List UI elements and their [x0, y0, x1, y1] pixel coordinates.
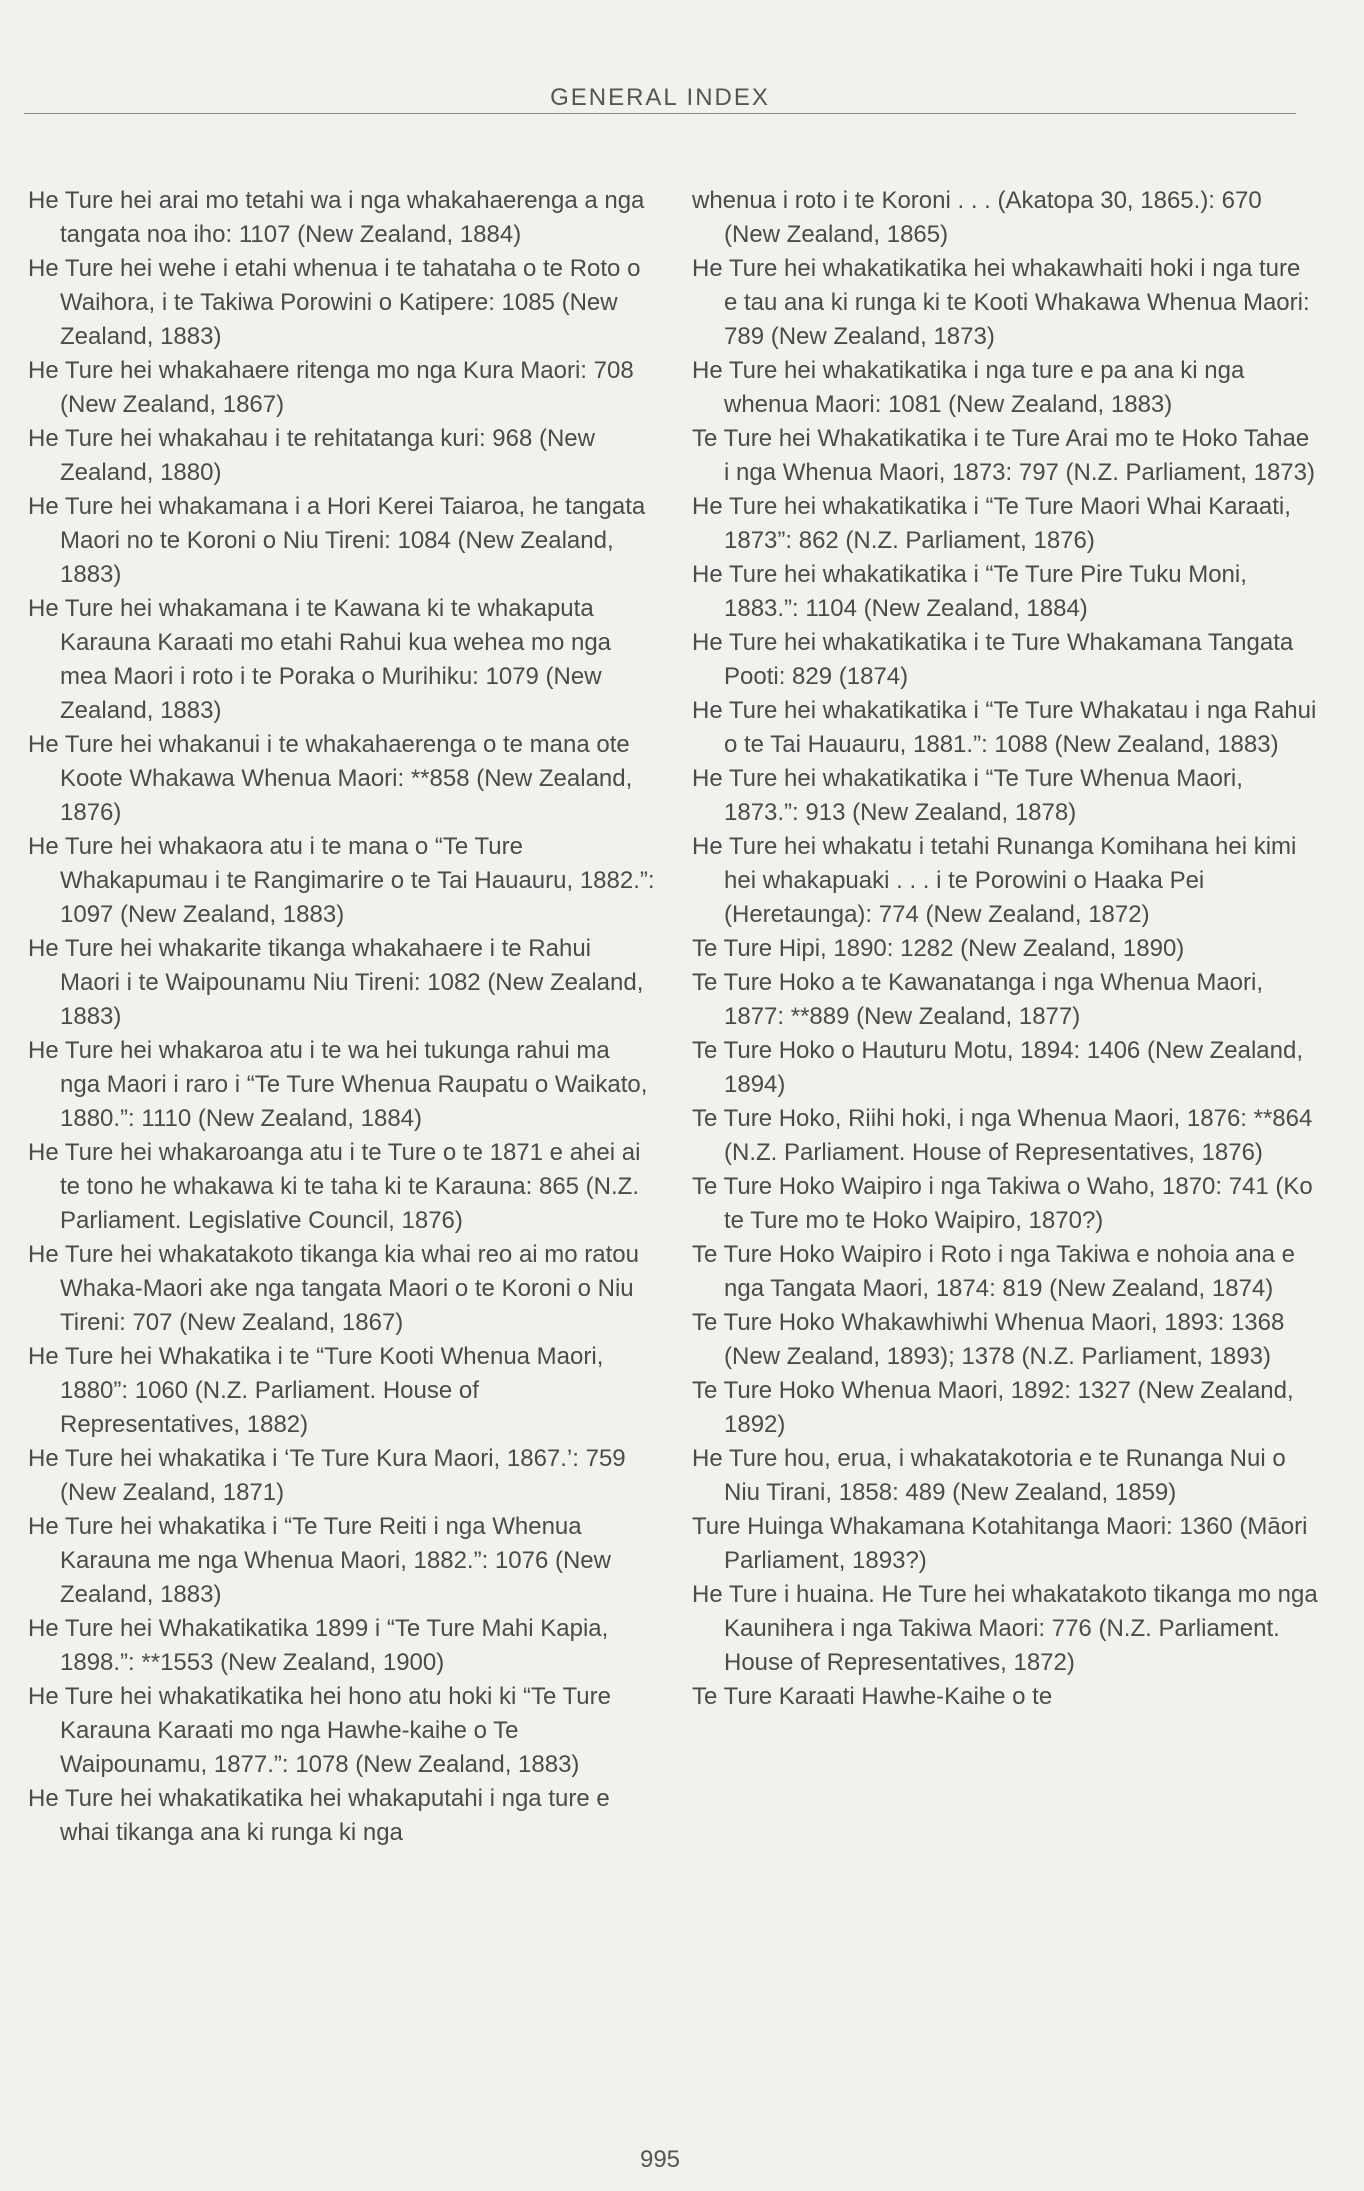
index-entry: He Ture hei whakarite tikanga whakahaere i te Rahui Maori i te Waipounamu Niu Tireni: 1082 (New Zealand, 1883)	[28, 935, 644, 1030]
index-entry: He Ture hei arai mo tetahi wa i nga whakahaerenga a nga tangata noa iho: 1107 (New Zealand, 1884)	[28, 187, 645, 248]
running-header: GENERAL INDEX	[550, 84, 770, 111]
index-entry: Te Ture Hoko a te Kawanatanga i nga Whenua Maori, 1877: **889 (New Zealand, 1877)	[692, 969, 1264, 1030]
index-entry: He Ture hei whakatika i ‘Te Ture Kura Maori, 1867.’: 759 (New Zealand, 1871)	[28, 1445, 626, 1506]
index-entry: whenua i roto i te Koroni . . . (Akatopa 30, 1865.): 670 (New Zealand, 1865)	[692, 187, 1262, 248]
index-entry: Ture Huinga Whakamana Kotahitanga Maori: 1360 (Māori Parliament, 1893?)	[692, 1513, 1308, 1574]
index-entry: He Ture i huaina. He Ture hei whakatakoto tikanga mo nga Kaunihera i nga Takiwa Maori: 776 (N.Z. Parliament. House of Representatives, 1872)	[692, 1581, 1318, 1676]
index-entry: Te Ture Karaati Hawhe-Kaihe o te	[692, 1683, 1053, 1710]
index-column-right	[692, 184, 1320, 1714]
index-entry: He Ture hei whakamana i te Kawana ki te whakaputa Karauna Karaati mo etahi Rahui kua wehea mo nga mea Maori i roto i te Poraka o Murihiku: 1079 (New Zealand, 1883)	[28, 595, 612, 724]
index-entry: He Ture hei Whakatikatika 1899 i “Te Ture Mahi Kapia, 1898.”: **1553 (New Zealand, 1900)	[28, 1615, 609, 1676]
index-entry: Te Ture Hoko Whakawhiwhi Whenua Maori, 1893: 1368 (New Zealand, 1893); 1378 (N.Z. Parliament, 1893)	[692, 1309, 1285, 1370]
index-entry: He Ture hei wehe i etahi whenua i te tahataha o te Roto o Waihora, i te Takiwa Porowini o Katipere: 1085 (New Zealand, 1883)	[28, 255, 641, 350]
index-entry: He Ture hei whakatikatika i “Te Ture Whakatau i nga Rahui o te Tai Hauauru, 1881.”: 1088 (New Zealand, 1883)	[692, 697, 1317, 758]
index-entry: He Ture hei whakatikatika i “Te Ture Whenua Maori, 1873.”: 913 (New Zealand, 1878)	[692, 765, 1243, 826]
index-entry: Te Ture Hoko Waipiro i Roto i nga Takiwa e nohoia ana e nga Tangata Maori, 1874: 819 (New Zealand, 1874)	[692, 1241, 1296, 1302]
index-entry: Te Ture Hoko, Riihi hoki, i nga Whenua Maori, 1876: **864 (N.Z. Parliament. House of Representatives, 1876)	[692, 1105, 1313, 1166]
index-entry: He Ture hei whakaroanga atu i te Ture o te 1871 e ahei ai te tono he whakawa ki te taha ki te Karauna: 865 (N.Z. Parliament. Legislative Council, 1876)	[28, 1139, 641, 1234]
index-entry: Te Ture Hoko o Hauturu Motu, 1894: 1406 (New Zealand, 1894)	[692, 1037, 1304, 1098]
index-entry: Te Ture hei Whakatikatika i te Ture Arai mo te Hoko Tahae i nga Whenua Maori, 1873: 797 (N.Z. Parliament, 1873)	[692, 425, 1315, 486]
index-entry: He Ture hei whakatu i tetahi Runanga Komihana hei kimi hei whakapuaki . . . i te Porowini o Haaka Pei (Heretaunga): 774 (New Zealand, 1872)	[692, 833, 1297, 928]
index-entry: He Ture hei whakahaere ritenga mo nga Kura Maori: 708 (New Zealand, 1867)	[28, 357, 634, 418]
index-entry: He Ture hei whakatikatika hei whakawhaiti hoki i nga ture e tau ana ki runga ki te Kooti Whakawa Whenua Maori: 789 (New Zealand, 1873)	[692, 255, 1310, 350]
index-entry: He Ture hei whakatikatika i “Te Ture Pire Tuku Moni, 1883.”: 1104 (New Zealand, 1884)	[692, 561, 1247, 622]
index-entry: He Ture hei whakatikatika i te Ture Whakamana Tangata Pooti: 829 (1874)	[692, 629, 1294, 690]
index-entry: He Ture hei whakamana i a Hori Kerei Taiaroa, he tangata Maori no te Koroni o Niu Tireni: 1084 (New Zealand, 1883)	[28, 493, 646, 588]
page-number: 995	[639, 2146, 681, 2173]
index-entry: Te Ture Hipi, 1890: 1282 (New Zealand, 1890)	[692, 935, 1185, 962]
index-entry: He Ture hei whakaroa atu i te wa hei tukunga rahui ma nga Maori i raro i “Te Ture Whenua Raupatu o Waikato, 1880.”: 1110 (New Zealand, 1884)	[28, 1037, 648, 1132]
header-rule	[24, 113, 1296, 114]
index-entry: He Ture hei whakatikatika hei whakaputahi i nga ture e whai tikanga ana ki runga ki nga	[28, 1785, 610, 1846]
index-entry: He Ture hei whakatakoto tikanga kia whai reo ai mo ratou Whaka-Maori ake nga tangata Maori o te Koroni o Niu Tireni: 707 (New Zealand, 1867)	[28, 1241, 640, 1336]
index-column-left	[28, 184, 656, 1850]
index-entry: He Ture hei whakatikatika i nga ture e pa ana ki nga whenua Maori: 1081 (New Zealand, 1883)	[692, 357, 1245, 418]
index-entry: He Ture hei whakatikatika i “Te Ture Maori Whai Karaati, 1873”: 862 (N.Z. Parliament, 1876)	[692, 493, 1291, 554]
index-entry: Te Ture Hoko Whenua Maori, 1892: 1327 (New Zealand, 1892)	[692, 1377, 1294, 1438]
index-entry: He Ture hei whakaora atu i te mana o “Te Ture Whakapumau i te Rangimarire o te Tai Hauauru, 1882.”: 1097 (New Zealand, 1883)	[28, 833, 655, 928]
index-entry: He Ture hei whakanui i te whakahaerenga o te mana ote Koote Whakawa Whenua Maori: **858 (New Zealand, 1876)	[28, 731, 633, 826]
index-entry: Te Ture Hoko Waipiro i nga Takiwa o Waho, 1870: 741 (Ko te Ture mo te Hoko Waipiro, 1870?)	[692, 1173, 1313, 1234]
index-entry: He Ture hei whakahau i te rehitatanga kuri: 968 (New Zealand, 1880)	[28, 425, 595, 486]
index-entry: He Ture hou, erua, i whakatakotoria e te Runanga Nui o Niu Tirani, 1858: 489 (New Zealand, 1859)	[692, 1445, 1286, 1506]
index-entry: He Ture hei whakatikatika hei hono atu hoki ki “Te Ture Karauna Karaati mo nga Hawhe-kaihe o Te Waipounamu, 1877.”: 1078 (New Zealand, 1883)	[28, 1683, 611, 1778]
index-entry: He Ture hei whakatika i “Te Ture Reiti i nga Whenua Karauna me nga Whenua Maori, 1882.”: 1076 (New Zealand, 1883)	[28, 1513, 611, 1608]
index-entry: He Ture hei Whakatika i te “Ture Kooti Whenua Maori, 1880”: 1060 (N.Z. Parliament. House of Representatives, 1882)	[28, 1343, 604, 1438]
